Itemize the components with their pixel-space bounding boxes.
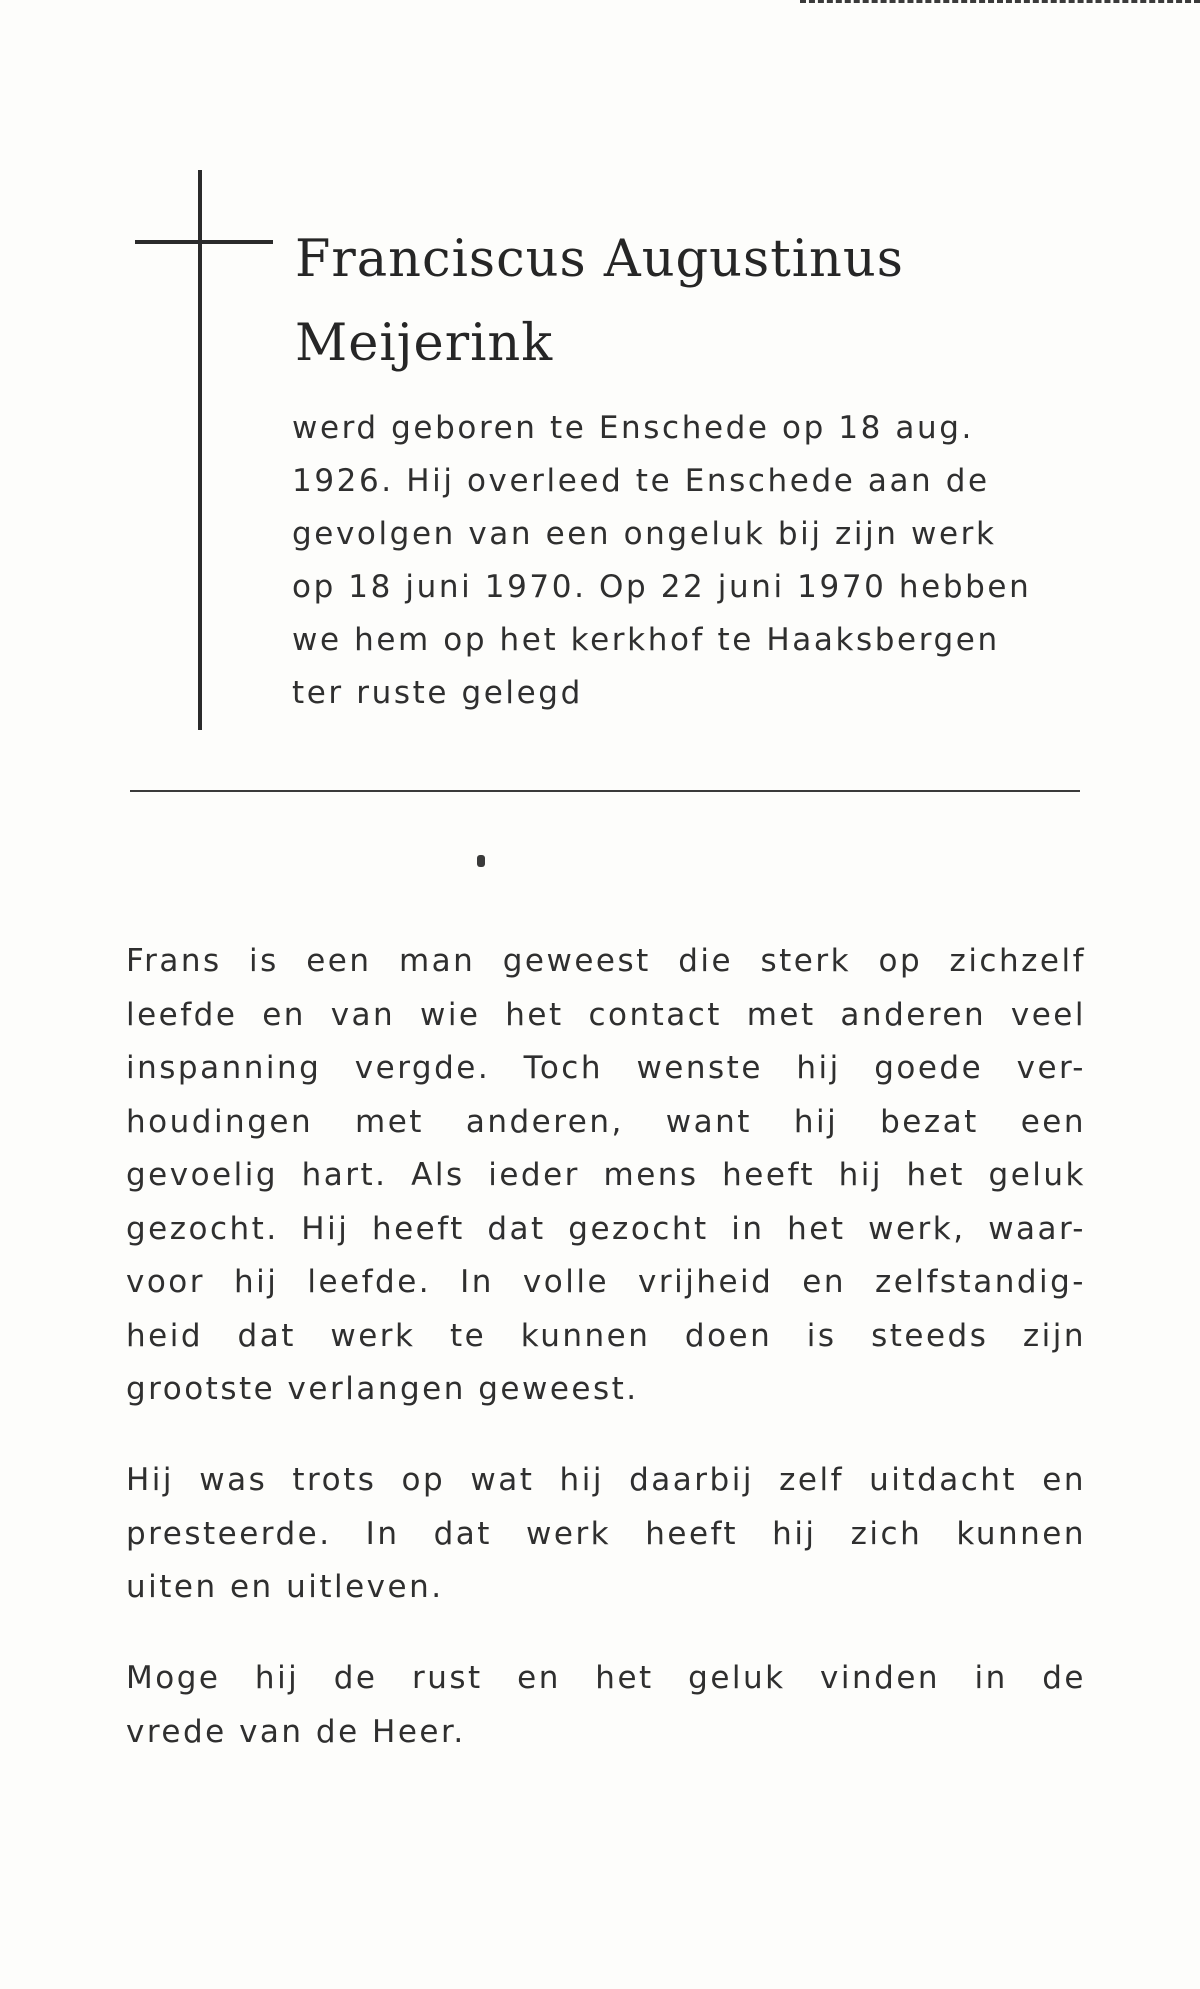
intro-line: we hem op het kerkhof te Haaksbergen (292, 622, 1000, 658)
text-line: houdingen met anderen, want hij bezat een (126, 1103, 1086, 1140)
name-line: Franciscus Augustinus (295, 230, 904, 289)
text-line: uiten en uitleven. (126, 1569, 444, 1605)
intro-line: gevolgen van een ongeluk bij zijn werk (292, 516, 997, 552)
cross-icon-horizontal (135, 240, 273, 244)
name-line: Meijerink (295, 314, 554, 373)
text-line: heid dat werk te kunnen doen is steeds zijn (126, 1317, 1086, 1354)
closing-prayer (126, 1652, 1086, 1759)
intro-line: werd geboren te Enschede op 18 aug. (292, 410, 974, 446)
intro-line: ter ruste gelegd (292, 675, 583, 711)
text-line: voor hij leefde. In volle vrijheid en zelfstandig- (126, 1264, 1086, 1300)
text-line: Hij was trots op wat hij daarbij zelf uitdacht en (126, 1462, 1086, 1498)
section-divider (130, 790, 1080, 792)
intro-line: op 18 juni 1970. Op 22 juni 1970 hebben (292, 569, 1032, 605)
text-line: presteerde. In dat werk heeft hij zich kunnen (126, 1515, 1086, 1552)
text-line: vrede van de Heer. (126, 1713, 466, 1750)
divider-ornament (477, 855, 485, 867)
tribute-paragraph-1 (126, 935, 1086, 1417)
text-line: inspanning vergde. Toch wenste hij goede ver- (126, 1050, 1086, 1086)
cross-icon-vertical (198, 170, 202, 730)
tribute-paragraph-2 (126, 1454, 1086, 1615)
text-line: grootste verlangen geweest. (126, 1371, 639, 1407)
text-line: gevoelig hart. Als ieder mens heeft hij het geluk (126, 1157, 1086, 1193)
birth-death-notice (292, 402, 1092, 720)
text-line: gezocht. Hij heeft dat gezocht in het werk, waar- (126, 1210, 1086, 1247)
text-line: Frans is een man geweest die sterk op zichzelf (126, 943, 1086, 979)
intro-line: 1926. Hij overleed te Enschede aan de (292, 463, 990, 499)
text-line: leefde en van wie het contact met anderen veel (126, 996, 1086, 1033)
deceased-name (295, 218, 904, 386)
top-edge-line (800, 0, 1200, 3)
text-line: Moge hij de rust en het geluk vinden in de (126, 1660, 1086, 1696)
